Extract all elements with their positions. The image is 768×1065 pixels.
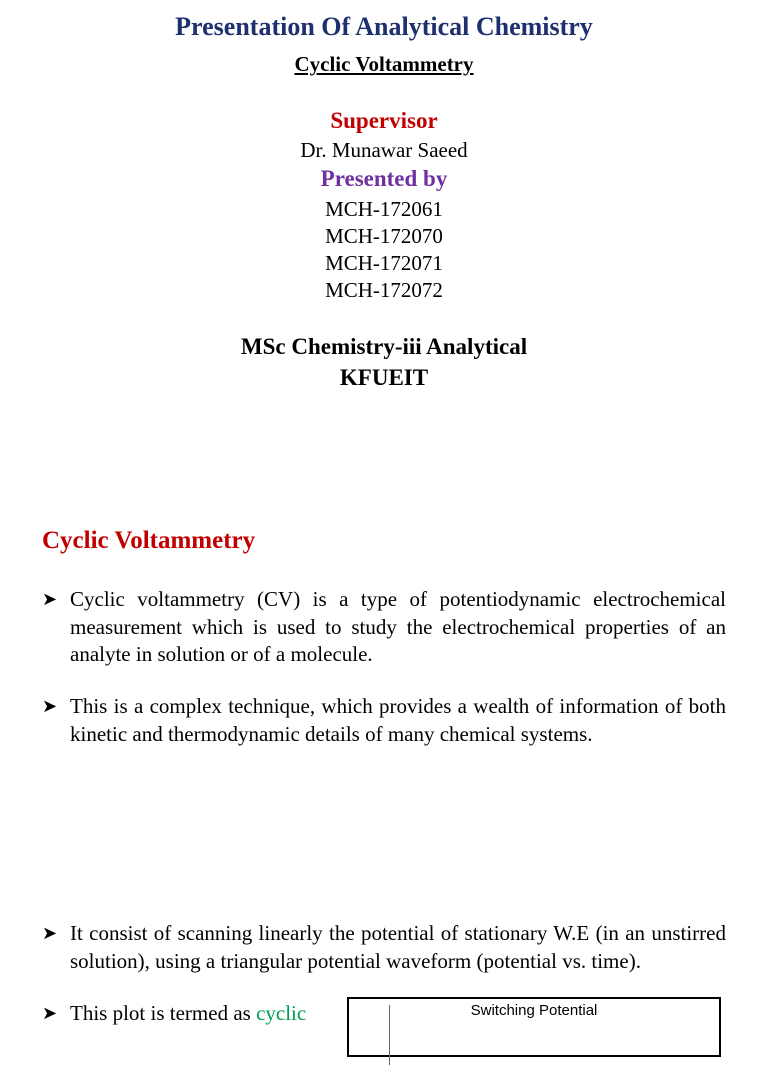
arrow-bullet-icon: ➤: [42, 589, 58, 609]
student-id-list: [0, 196, 768, 304]
student-id: MCH-172071: [325, 251, 443, 275]
bullet-text-prefix: This plot is termed as: [70, 1001, 257, 1025]
bullet-text: [70, 1000, 342, 1028]
presentation-title: Presentation Of Analytical Chemistry: [175, 12, 593, 41]
presented-by-heading: Presented by: [320, 166, 448, 191]
student-id: MCH-172061: [325, 197, 443, 221]
highlight-word: cyclic: [256, 1001, 307, 1025]
section-heading: Cyclic Voltammetry: [42, 527, 256, 554]
supervisor-heading: Supervisor: [330, 108, 438, 133]
bullet-item: [42, 586, 726, 669]
bullet-item: [42, 693, 726, 748]
waveform-figure: [347, 997, 721, 1057]
student-id: MCH-172070: [325, 224, 443, 248]
student-id: MCH-172072: [325, 278, 443, 302]
figure-label: Switching Potential: [470, 1002, 598, 1019]
bullet-text: Cyclic voltammetry (CV) is a type of potentiodynamic electrochemical measurement which is used to study the electrochemical properties of an analyte in solution or of a molecule.: [70, 587, 726, 666]
bullet-item: [42, 920, 726, 975]
bullet-text: It consist of scanning linearly the potential of stationary W.E (in an unstirred solution), using a triangular potential waveform (potential vs. time).: [70, 921, 726, 973]
bullet-item: [42, 1000, 342, 1028]
arrow-bullet-icon: ➤: [42, 1003, 58, 1023]
bullet-text: This is a complex technique, which provides a wealth of information of both kinetic and thermodynamic details of many chemical systems.: [70, 694, 726, 746]
supervisor-name: Dr. Munawar Saeed: [300, 138, 468, 162]
arrow-bullet-icon: ➤: [42, 923, 58, 943]
institution-name: KFUEIT: [339, 365, 429, 390]
degree-name: MSc Chemistry-iii Analytical: [240, 334, 528, 359]
arrow-bullet-icon: ➤: [42, 696, 58, 716]
presentation-subtitle: Cyclic Voltammetry: [294, 52, 474, 76]
degree-block: [0, 331, 768, 393]
